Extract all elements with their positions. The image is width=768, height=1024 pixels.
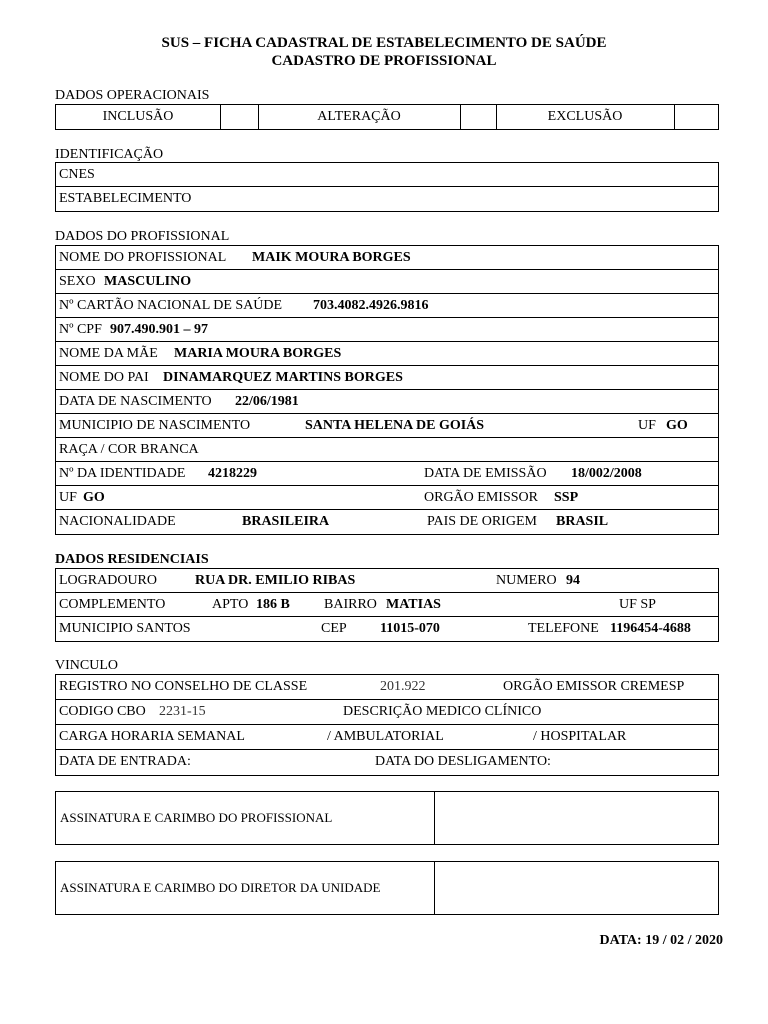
nome-value: MAIK MOURA BORGES (252, 250, 411, 265)
data-assinatura: DATA: 19 / 02 / 2020 (599, 933, 723, 948)
cbo-value: 2231-15 (159, 704, 206, 719)
bairro-value: MATIAS (386, 597, 441, 612)
pais-origem-label: PAIS DE ORIGEM (427, 514, 537, 529)
cnes-label: CNES (59, 167, 95, 182)
cbo-row (56, 700, 718, 725)
cpf-label: Nº CPF (59, 322, 102, 337)
sexo-value: MASCULINO (104, 274, 192, 289)
nascimento-row (56, 390, 718, 414)
inclusao-checkbox[interactable] (220, 105, 258, 128)
estabelecimento-label: ESTABELECIMENTO (59, 191, 192, 206)
nascimento-label: DATA DE NASCIMENTO (59, 394, 212, 409)
sexo-row (56, 270, 718, 294)
complemento-label: COMPLEMENTO (59, 597, 166, 612)
assinatura-profissional-box (55, 791, 719, 845)
alteracao-label: ALTERAÇÃO (317, 109, 401, 124)
cep-value: 11015-070 (380, 621, 440, 636)
uf-nascimento-label: UF (638, 418, 656, 433)
apto-value: 186 B (256, 597, 290, 612)
numero-value: 94 (566, 573, 580, 588)
nome-label: NOME DO PROFISSIONAL (59, 250, 227, 265)
nacionalidade-label: NACIONALIDADE (59, 514, 176, 529)
complemento-row (56, 593, 718, 617)
raca-label: RAÇA / COR BRANCA (59, 442, 199, 457)
uf-identidade-label: UF (59, 490, 77, 505)
registro-label: REGISTRO NO CONSELHO DE CLASSE (59, 679, 308, 694)
carga-row (56, 725, 718, 750)
ambulatorial-label: / AMBULATORIAL (327, 729, 444, 744)
residenciais-heading: DADOS RESIDENCIAIS (55, 552, 209, 567)
telefone-label: TELEFONE (528, 621, 599, 636)
emissao-value: 18/002/2008 (571, 466, 642, 481)
nacionalidade-value: BRASILEIRA (242, 514, 330, 529)
logradouro-value: RUA DR. EMILIO RIBAS (195, 573, 356, 588)
mae-value: MARIA MOURA BORGES (174, 346, 342, 361)
mae-label: NOME DA MÃE (59, 346, 158, 361)
profissional-heading: DADOS DO PROFISSIONAL (55, 229, 230, 244)
cartao-value: 703.4082.4926.9816 (313, 298, 429, 313)
datas-row (56, 750, 718, 775)
form-title: SUS – FICHA CADASTRAL DE ESTABELECIMENTO DE SAÚDE (161, 35, 607, 51)
municipio-residencia: MUNICIPIO SANTOS (59, 621, 191, 636)
profissional-table (55, 245, 719, 535)
entrada-label: DATA DE ENTRADA: (59, 754, 191, 769)
pais-origem-value: BRASIL (556, 514, 609, 529)
numero-label: NUMERO (496, 573, 557, 588)
telefone-value: 1196454-4688 (610, 621, 691, 636)
bairro-label: BAIRRO (324, 597, 377, 612)
cartao-label: Nº CARTÃO NACIONAL DE SAÚDE (59, 298, 283, 313)
sexo-label: SEXO (59, 274, 96, 289)
cbo-label: CODIGO CBO (59, 704, 146, 719)
nacionalidade-row (56, 510, 718, 534)
cpf-row (56, 318, 718, 342)
nascimento-value: 22/06/1981 (235, 394, 299, 409)
cpf-value: 907.490.901 – 97 (110, 322, 208, 337)
mae-row (56, 342, 718, 366)
form-subtitle: CADASTRO DE PROFISSIONAL (271, 53, 497, 69)
cnes-row (56, 163, 718, 187)
apto-label: APTO (212, 597, 249, 612)
raca-row (56, 438, 718, 462)
pai-value: DINAMARQUEZ MARTINS BORGES (163, 370, 403, 385)
descricao-label: DESCRIÇÃO MEDICO CLÍNICO (343, 704, 542, 719)
assinatura-diretor-box (55, 861, 719, 915)
orgao-emissor-label: ORGÃO EMISSOR (424, 490, 538, 505)
municipio-row (56, 617, 718, 641)
emissao-label: DATA DE EMISSÃO (424, 466, 547, 481)
operacionais-heading: DADOS OPERACIONAIS (55, 88, 210, 103)
assinatura-diretor-label: ASSINATURA E CARIMBO DO DIRETOR DA UNIDADE (60, 880, 381, 895)
municipio-nascimento-value: SANTA HELENA DE GOIÁS (305, 418, 485, 433)
hospitalar-label: / HOSPITALAR (533, 729, 627, 744)
vinculo-table (55, 674, 719, 776)
vinculo-heading: VINCULO (55, 658, 118, 673)
identidade-label: Nº DA IDENTIDADE (59, 466, 186, 481)
carga-label: CARGA HORARIA SEMANAL (59, 729, 245, 744)
logradouro-label: LOGRADOURO (59, 573, 157, 588)
cartao-row (56, 294, 718, 318)
orgao-cremesp: ORGÃO EMISSOR CREMESP (503, 679, 685, 694)
alteracao-checkbox[interactable] (460, 105, 496, 128)
identificacao-table (55, 162, 719, 212)
uf-identidade-value: GO (83, 490, 105, 505)
orgao-emissor-value: SSP (554, 490, 579, 505)
registro-row (56, 675, 718, 700)
desligamento-label: DATA DO DESLIGAMENTO: (375, 754, 551, 769)
uf-nascimento-value: GO (666, 418, 688, 433)
nome-row (56, 246, 718, 270)
cep-label: CEP (321, 621, 347, 636)
assinatura-profissional-label: ASSINATURA E CARIMBO DO PROFISSIONAL (60, 810, 333, 825)
inclusao-label: INCLUSÃO (102, 109, 174, 124)
operacionais-table (55, 104, 719, 130)
identidade-value: 4218229 (208, 466, 257, 481)
residenciais-table (55, 568, 719, 642)
pai-row (56, 366, 718, 390)
municipio-nascimento-label: MUNICIPIO DE NASCIMENTO (59, 418, 251, 433)
identidade-row (56, 462, 718, 486)
pai-label: NOME DO PAI (59, 370, 149, 385)
uf-orgao-row (56, 486, 718, 510)
logradouro-row (56, 569, 718, 593)
registro-value: 201.922 (380, 679, 426, 694)
uf-residencia: UF SP (619, 597, 656, 612)
identificacao-heading: IDENTIFICAÇÃO (55, 147, 164, 162)
municipio-nascimento-row (56, 414, 718, 438)
exclusao-checkbox[interactable] (674, 105, 718, 128)
estabelecimento-row (56, 187, 718, 211)
exclusao-label: EXCLUSÃO (547, 109, 623, 124)
